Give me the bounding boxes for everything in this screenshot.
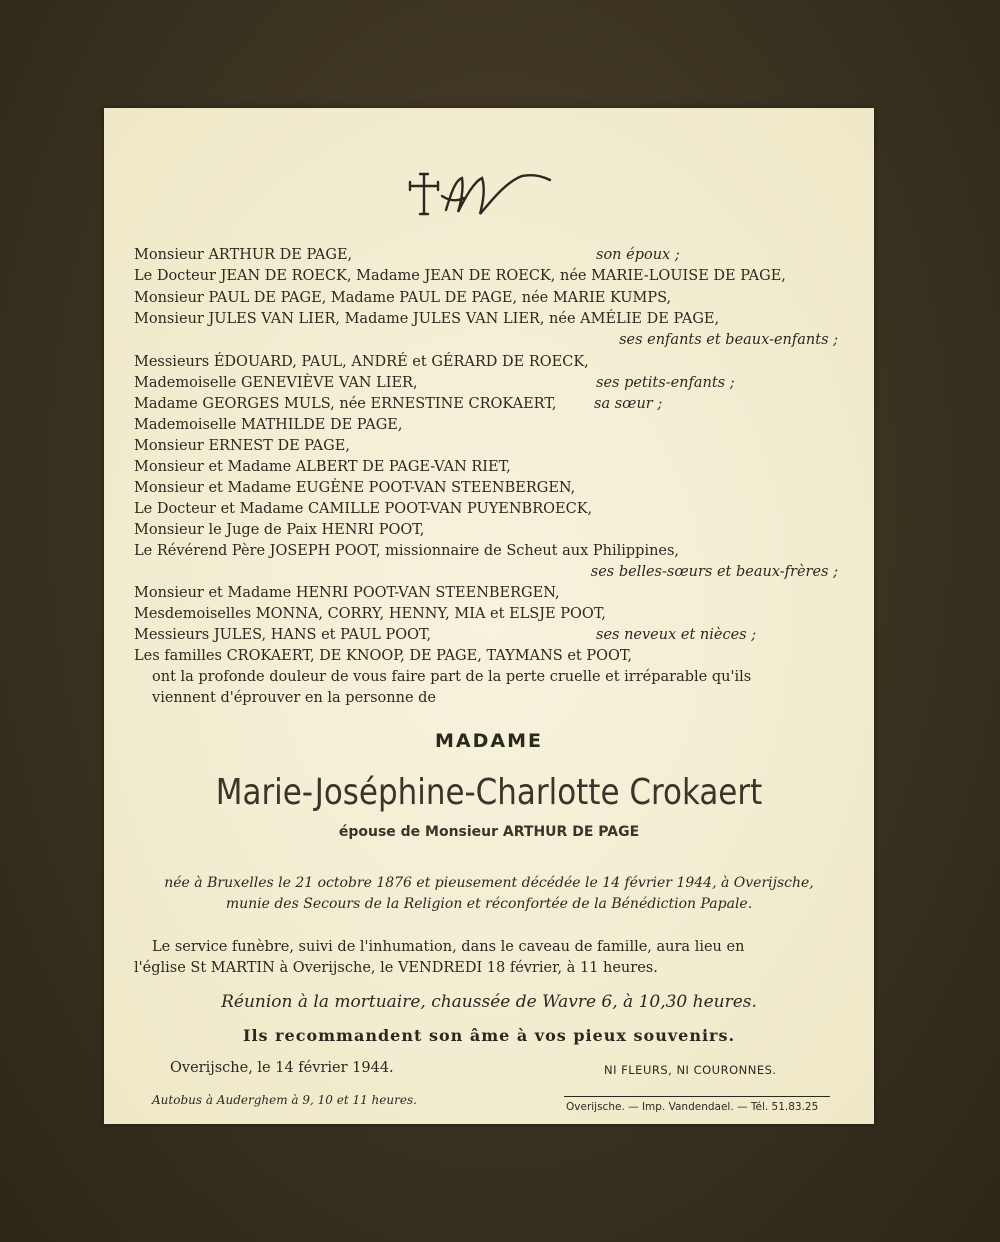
service-line-1: Le service funèbre, suivi de l'inhumation, dans le caveau de famille, aura lieu en — [152, 939, 745, 955]
printer-imprint: Overijsche. — Imp. Vandendael. — Tél. 51.83.25 — [566, 1101, 819, 1113]
family-line-8: Mademoiselle MATHILDE DE PAGE, — [134, 417, 403, 433]
family-line-1: Monsieur ARTHUR DE PAGE, son époux ; — [134, 247, 680, 263]
family-line-7: Madame GEORGES MULS, née ERNESTINE CROKAERT, sa sœur ; — [134, 396, 663, 412]
family-line-6: Mademoiselle GENEVIÈVE VAN LIER, ses petits-enfants ; — [134, 375, 735, 391]
bus-note: Autobus à Auderghem à 9, 10 et 11 heures. — [152, 1093, 417, 1107]
announcement-line-1: ont la profonde douleur de vous faire part de la perte cruelle et irréparable qu'ils — [152, 669, 752, 685]
family-line-4: Monsieur JULES VAN LIER, Madame JULES VAN LIER, née AMÉLIE DE PAGE, — [134, 311, 720, 327]
place-date: Overijsche, le 14 février 1944. — [170, 1060, 394, 1076]
relation-label-siblings-in-law: ses belles-sœurs et beaux-frères ; — [590, 564, 838, 580]
family-line-5: Messieurs ÉDOUARD, PAUL, ANDRÉ et GÉRARD DE ROECK, — [134, 354, 589, 370]
family-line-10: Monsieur et Madame ALBERT DE PAGE-VAN RIET, — [134, 459, 511, 475]
memorial-card — [104, 108, 874, 1124]
birth-death-line-2: munie des Secours de la Religion et réconfortée de la Bénédiction Papale. — [225, 896, 753, 912]
family-line-17: Messieurs JULES, HANS et PAUL POOT, ses neveux et nièces ; — [134, 627, 757, 643]
family-line-16: Mesdemoiselles MONNA, CORRY, HENNY, MIA et ELSJE POOT, — [134, 606, 606, 622]
recommendation: Ils recommandent son âme à vos pieux souvenirs. — [242, 1026, 736, 1045]
family-line-18: Les familles CROKAERT, DE KNOOP, DE PAGE, TAYMANS et POOT, — [134, 648, 633, 664]
family-line-9: Monsieur ERNEST DE PAGE, — [134, 438, 350, 454]
deceased-title: MADAME — [435, 730, 543, 752]
family-line-2: Le Docteur JEAN DE ROECK, Madame JEAN DE ROECK, née MARIE-LOUISE DE PAGE, — [134, 268, 786, 284]
printer-divider — [564, 1096, 830, 1097]
family-line-14: Le Révérend Père JOSEPH POOT, missionnaire de Scheut aux Philippines, — [134, 543, 680, 559]
reunion-notice: Réunion à la mortuaire, chaussée de Wavre 6, à 10,30 heures. — [221, 992, 757, 1012]
deceased-spouse: épouse de Monsieur ARTHUR DE PAGE — [338, 824, 640, 840]
service-line-2: l'église St MARTIN à Overijsche, le VENDREDI 18 février, à 11 heures. — [134, 960, 658, 976]
family-line-15: Monsieur et Madame HENRI POOT-VAN STEENBERGEN, — [134, 585, 560, 601]
relation-label-children: ses enfants et beaux-enfants ; — [619, 332, 838, 348]
birth-death-line-1: née à Bruxelles le 21 octobre 1876 et pieusement décédée le 14 février 1944, à Overijsche, — [164, 875, 814, 891]
family-line-3: Monsieur PAUL DE PAGE, Madame PAUL DE PAGE, née MARIE KUMPS, — [134, 290, 672, 306]
family-line-12: Le Docteur et Madame CAMILLE POOT-VAN PUYENBROECK, — [134, 501, 593, 517]
cross-monogram-icon — [402, 170, 562, 220]
no-flowers-notice: NI FLEURS, NI COURONNES. — [604, 1063, 777, 1077]
family-line-13: Monsieur le Juge de Paix HENRI POOT, — [134, 522, 425, 538]
deceased-name: Marie-Joséphine-Charlotte Crokaert — [215, 772, 763, 813]
family-line-11: Monsieur et Madame EUGÈNE POOT-VAN STEENBERGEN, — [134, 480, 576, 496]
announcement-line-2: viennent d'éprouver en la personne de — [152, 690, 437, 706]
